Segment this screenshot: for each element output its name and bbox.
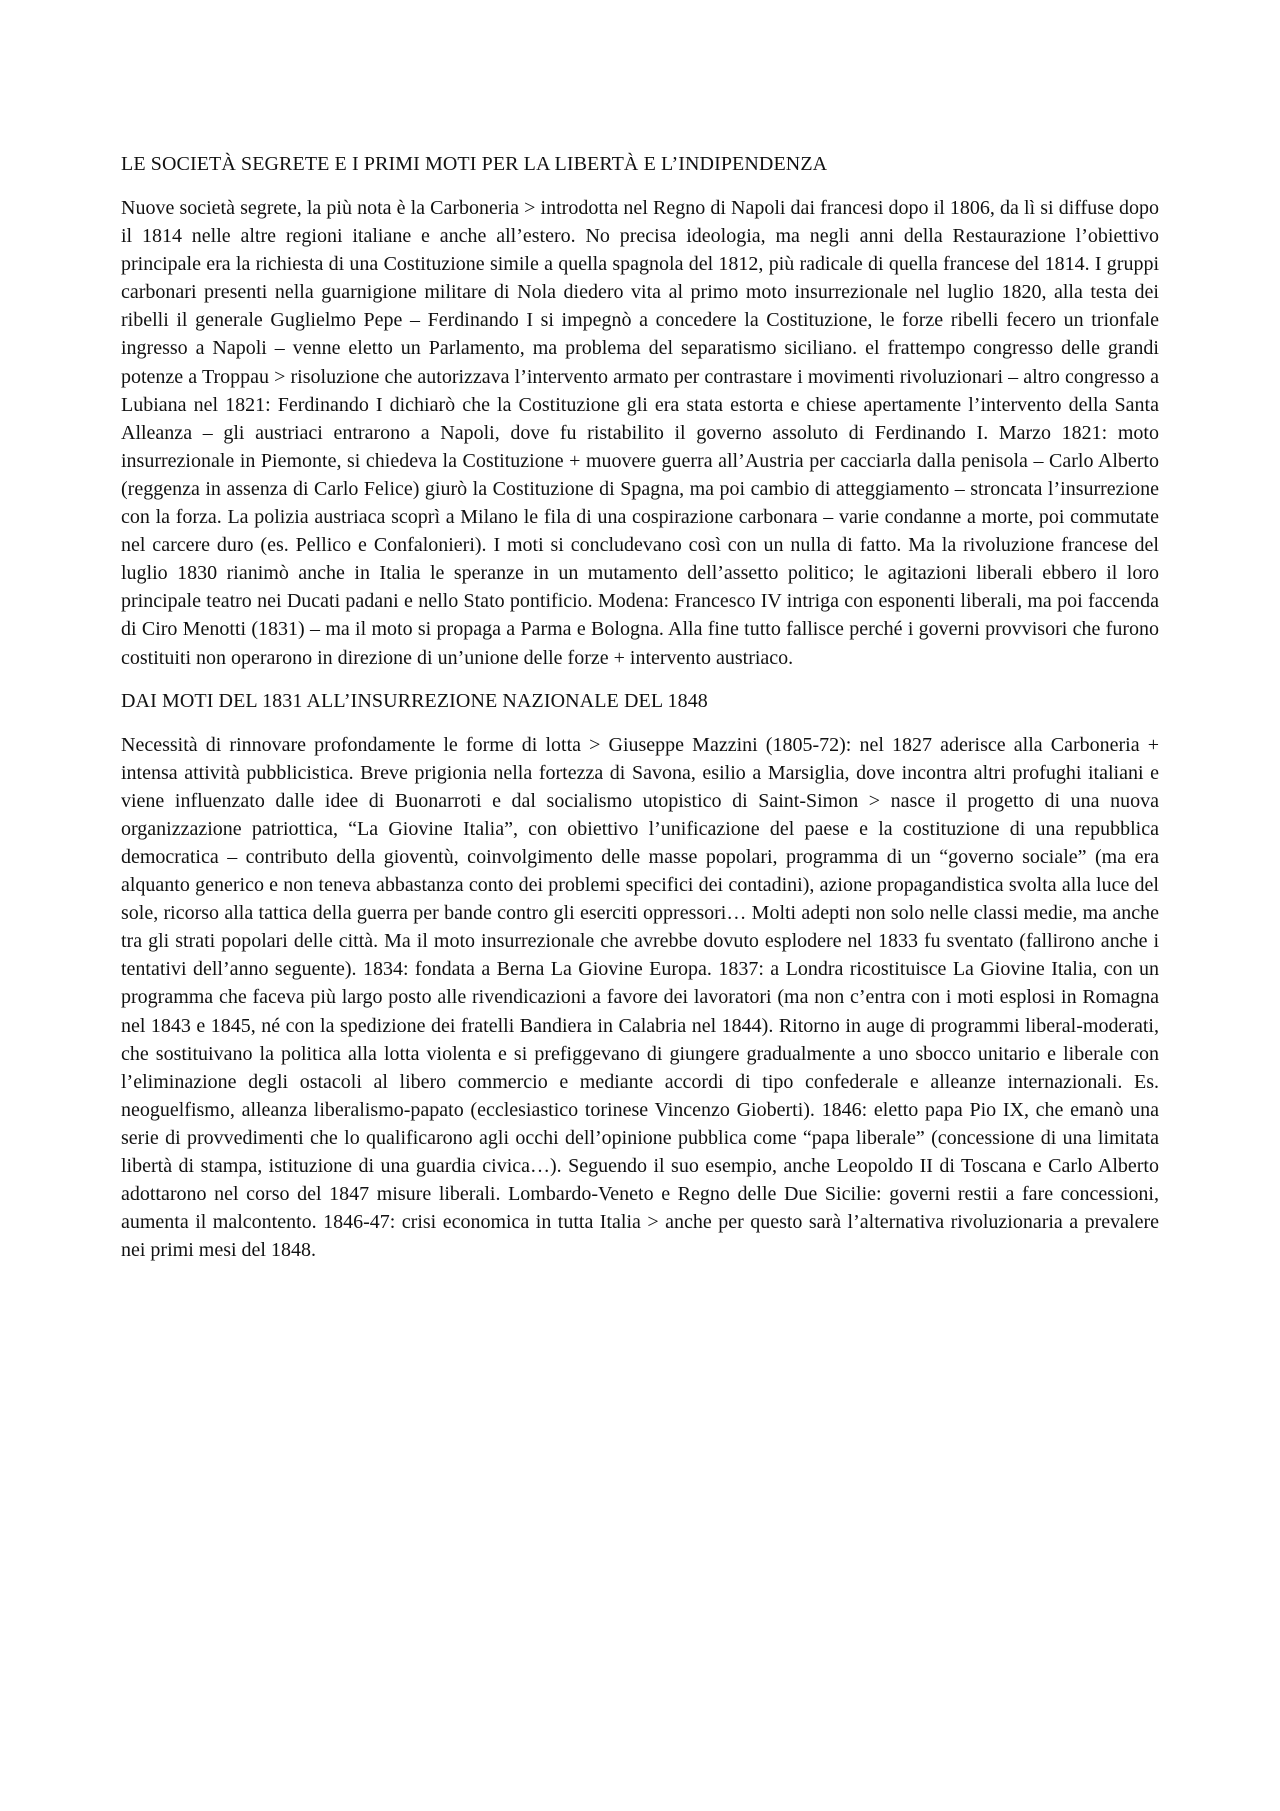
section-heading-moti-1831: DAI MOTI DEL 1831 ALL’INSURREZIONE NAZIONALE DEL 1848 <box>121 689 708 712</box>
document-page <box>121 150 1159 1279</box>
section-body-moti-1831: Necessità di rinnovare profondamente le forme di lotta > Giuseppe Mazzini (1805-72): nel 1827 aderisce alla Carboneria + intensa attività pubblicistica. Breve prigionia nella fortezza di Savona, esilio a Marsiglia, dove incontra altri profughi italiani e viene influenzato dalle idee di Buonarroti e dal socialismo utopistico di Saint-Simon > nasce il progetto di una nuova organizzazione patriottica, “La Giovine Italia”, con obiettivo l’unificazione del paese e la costituzione di una repubblica democratica – contributo della gioventù, coinvolgimento delle masse popolari, programma di un “governo sociale” (ma era alquanto generico e non teneva abbastanza conto dei problemi specifici dei contadini), azione propagandistica svolta alla luce del sole, ricorso alla tattica della guerra per bande contro gli eserciti oppressori… Molti adepti non solo nelle classi medie, ma anche tra gli strati popolari delle città. Ma il moto insurrezionale che avrebbe dovuto esplodere nel 1833 fu sventato (fallirono anche i tentativi dell’anno seguente). 1834: fondata a Berna La Giovine Europa. 1837: a Londra ricostituisce La Giovine Italia, con un programma che faceva più largo posto alle rivendicazioni a favore dei lavoratori (ma non c’entra con i moti esplosi in Romagna nel 1843 e 1845, né con la spedizione dei fratelli Bandiera in Calabria nel 1844). Ritorno in auge di programmi liberal-moderati, che sostituivano la politica alla lotta violenta e si prefiggevano di giungere gradualmente a uno sbocco unitario e liberale con l’eliminazione degli ostacoli al libero commercio e mediante accordi di tipo confederale e alleanze internazionali. Es. neoguelfismo, alleanza liberalismo-papato (ecclesiastico torinese Vincenzo Gioberti). 1846: eletto papa Pio IX, che emanò una serie di provvedimenti che lo qualificarono agli occhi dell’opinione pubblica come “papa liberale” (concessione di una limitata libertà di stampa, istituzione di una guardia civica…). Seguendo il suo esempio, anche Leopoldo II di Toscana e Carlo Alberto adottarono nel corso del 1847 misure liberali. Lombardo-Veneto e Regno delle Due Sicilie: governi restii a fare concessioni, aumenta il malcontento. 1846-47: crisi economica in tutta Italia > anche per questo sarà l’alternativa rivoluzionaria a prevalere nei primi mesi del 1848. <box>121 733 1159 1262</box>
section-heading-societa-segrete: LE SOCIETÀ SEGRETE E I PRIMI MOTI PER LA LIBERTÀ E L’INDIPENDENZA <box>121 153 828 175</box>
section-body-societa-segrete: Nuove società segrete, la più nota è la Carboneria > introdotta nel Regno di Napoli dai francesi dopo il 1806, da lì si diffuse dopo il 1814 nelle altre regioni italiane e anche all’estero. No precisa ideologia, ma negli anni della Restaurazione l’obiettivo principale era la richiesta di una Costituzione simile a quella spagnola del 1812, più radicale di quella francese del 1814. I gruppi carbonari presenti nella guarnigione militare di Nola diedero vita al primo moto insurrezionale nel luglio 1820, alla testa dei ribelli il generale Guglielmo Pepe – Ferdinando I si impegnò a concedere la Costituzione, le forze ribelli fecero un trionfale ingresso a Napoli – venne eletto un Parlamento, ma problema del separatismo siciliano. el frattempo congresso delle grandi potenze a Troppau > risoluzione che autorizzava l’intervento armato per contrastare i movimenti rivoluzionari – altro congresso a Lubiana nel 1821: Ferdinando I dichiarò che la Costituzione gli era stata estorta e chiese apertamente l’intervento della Santa Alleanza – gli austriaci entrarono a Napoli, dove fu ristabilito il governo assoluto di Ferdinando I. Marzo 1821: moto insurrezionale in Piemonte, si chiedeva la Costituzione + muovere guerra all’Austria per cacciarla dalla penisola – Carlo Alberto (reggenza in assenza di Carlo Felice) giurò la Costituzione di Spagna, ma poi cambio di atteggiamento – stroncata l’insurrezione con la forza. La polizia austriaca scoprì a Milano le fila di una cospirazione carbonara – varie condanne a morte, poi commutate nel carcere duro (es. Pellico e Confalonieri). I moti si concludevano così con un nulla di fatto. Ma la rivoluzione francese del luglio 1830 rianimò anche in Italia le speranze in un mutamento dell’assetto politico; le agitazioni liberali ebbero il loro principale teatro nei Ducati padani e nello Stato pontificio. Modena: Francesco IV intriga con esponenti liberali, ma poi faccenda di Ciro Menotti (1831) – ma il moto si propaga a Parma e Bologna. Alla fine tutto fallisce perché i governi provvisori che furono costituiti non operarono in direzione di un’unione delle forze + intervento austriaco. <box>121 197 1159 669</box>
